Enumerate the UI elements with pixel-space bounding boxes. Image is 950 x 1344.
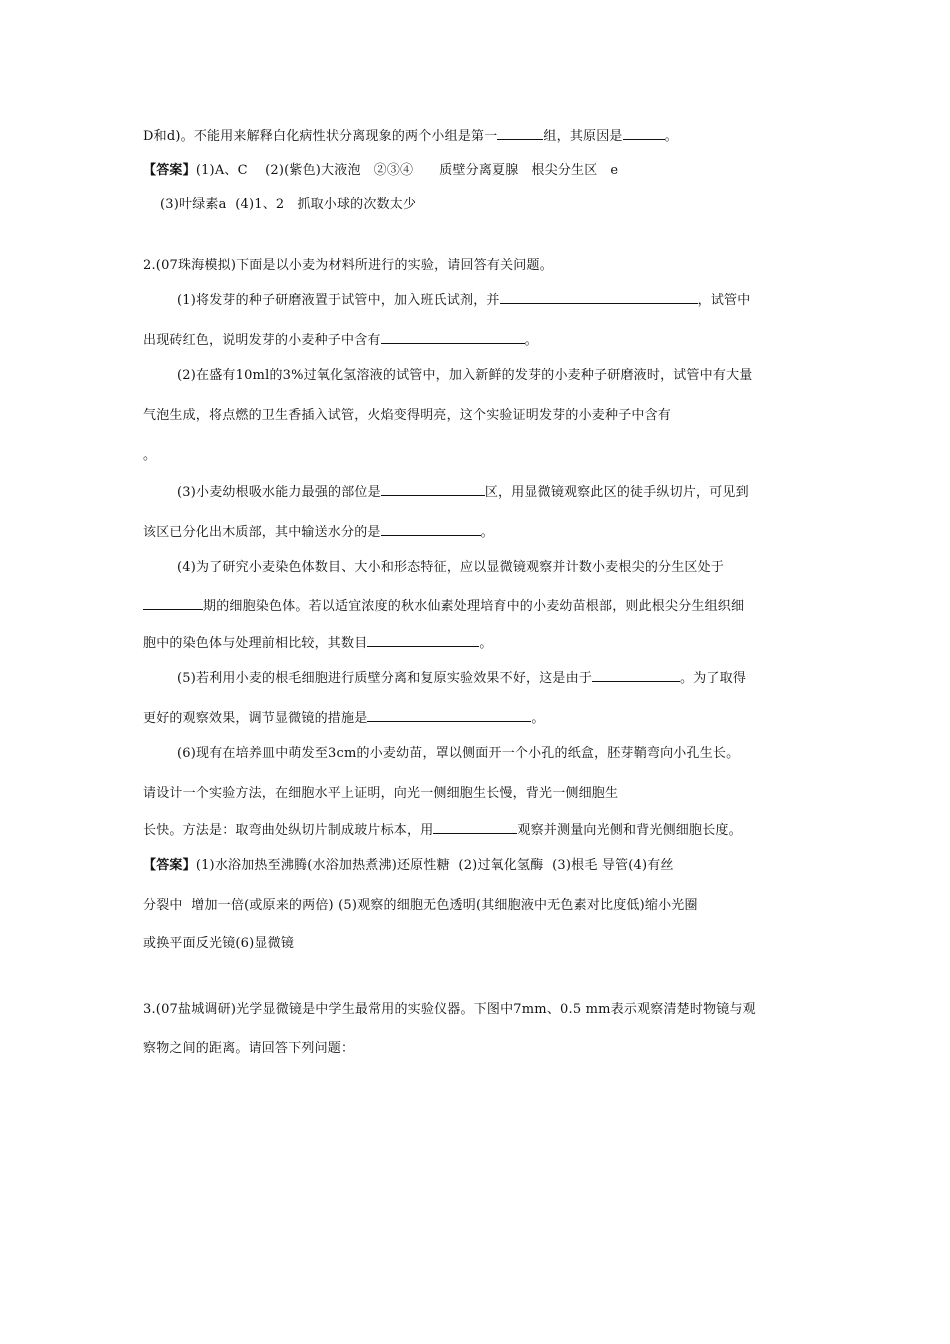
answer-blank: [381, 483, 485, 496]
q2-p6-line-3: [143, 821, 742, 840]
q2-p1-line-2: [143, 331, 538, 350]
q2-p3-text-b: 区，用显微镜观察此区的徒手纵切片，可见到: [484, 485, 749, 500]
q2-p4-text-a: (4)为了研究小麦染色体数目、大小和形态特征，应以显微镜观察并计数小麦根尖的分生区处于: [177, 560, 725, 575]
q2-p1-line-1: [177, 291, 750, 310]
q2-p1-text-a: (1)将发芽的种子研磨液置于试管中，加入班氏试剂，并: [177, 293, 500, 308]
q2-p5-text-b: 。为了取得: [680, 671, 747, 686]
q1-text-c: 。: [664, 129, 678, 144]
answer-blank: [497, 127, 543, 140]
q3-text-1: 3.(07盐城调研)光学显微镜是中学生最常用的实验仪器。下图中7mm、0.5 mm表示观察清楚时物镜与观: [143, 1002, 756, 1017]
q1-answer-text-2: (3)叶绿素a (4)1、2 抓取小球的次数太少: [160, 197, 417, 212]
q2-p3-text-a: (3)小麦幼根吸水能力最强的部位是: [177, 485, 381, 500]
q2-p2-line-2: [143, 407, 671, 425]
answer-blank: [433, 821, 517, 834]
q2-p6-text-a: (6)现有在培养皿中萌发至3cm的小麦幼苗，罩以侧面开一个小孔的纸盒，胚芽鞘弯向小孔生长。: [177, 746, 740, 761]
answer-blank: [381, 523, 481, 536]
q3-line-1: [143, 1001, 756, 1019]
q2-p6-text-c: 长快。方法是：取弯曲处纵切片制成玻片标本，用: [143, 823, 434, 838]
q2-p5-text-a: (5)若利用小麦的根毛细胞进行质壁分离和复原实验效果不好，这是由于: [177, 671, 593, 686]
q2-p3-text-c: 该区已分化出木质部，其中输送水分的是: [143, 525, 381, 540]
q2-p3-text-d: 。: [480, 525, 494, 540]
q2-p6-text-d: 观察并测量向光侧和背光侧细胞长度。: [517, 823, 742, 838]
answer-blank: [381, 331, 525, 344]
q2-p6-line-2: [143, 785, 618, 803]
q2-title-text: 2.(07珠海模拟)下面是以小麦为材料所进行的实验，请回答有关问题。: [143, 258, 553, 273]
q2-p3-line-2: [143, 523, 494, 542]
q2-p1-text-d: 。: [524, 333, 538, 348]
q1-text-b: 组，其原因是: [543, 129, 623, 144]
q2-p3-line-1: [177, 483, 749, 502]
answer-blank: [367, 709, 531, 722]
answer-blank: [623, 127, 665, 140]
q1-text-line: [143, 127, 678, 146]
answer-blank: [592, 669, 680, 682]
q2-answer-line-1: [143, 857, 674, 875]
q2-title: [143, 257, 553, 275]
answer-blank: [367, 634, 479, 647]
q2-answer-text-2: 分裂中 增加一倍(或原来的两倍) (5)观察的细胞无色透明(其细胞液中无色素对比度低)缩小光圈: [143, 898, 698, 913]
q2-p4-text-d: 。: [479, 636, 493, 651]
q2-answer-line-2: [143, 897, 698, 915]
q1-text-a: D和d)。不能用来解释白化病性状分离现象的两个小组是第一: [143, 129, 498, 144]
q3-text-2: 察物之间的距离。请回答下列问题：: [143, 1041, 355, 1056]
q2-answer-text-1: (1)水浴加热至沸腾(水浴加热煮沸)还原性糖 (2)过氧化氢酶 (3)根毛 导管(4)有丝: [195, 858, 674, 873]
q2-p4-text-c: 胞中的染色体与处理前相比较，其数目: [143, 636, 368, 651]
q2-p2-text-c: 。: [143, 448, 157, 463]
q2-p5-text-c: 更好的观察效果，调节显微镜的措施是: [143, 711, 368, 726]
q2-p2-text-a: (2)在盛有10ml的3%过氧化氢溶液的试管中，加入新鲜的发芽的小麦种子研磨液时，试管中有大量: [177, 368, 753, 383]
answer-tag: 【答案】: [143, 858, 196, 873]
q1-answer-line-2: [160, 196, 416, 214]
q2-answer-text-3: 或换平面反光镜(6)显微镜: [143, 936, 295, 951]
answer-tag: 【答案】: [143, 163, 196, 178]
q2-p2-line-3: [143, 447, 156, 465]
q2-p6-text-b: 请设计一个实验方法，在细胞水平上证明，向光一侧细胞生长慢，背光一侧细胞生: [143, 786, 619, 801]
q2-p1-text-c: 出现砖红色，说明发芽的小麦种子中含有: [143, 333, 381, 348]
q2-p5-text-d: 。: [531, 711, 545, 726]
answer-blank: [500, 291, 698, 304]
q2-p6-line-1: [177, 745, 739, 763]
q2-p2-line-1: [177, 367, 752, 385]
q1-answer-text-1: (1)A、C (2)(紫色)大液泡 ②③④ 质壁分离夏腺 根尖分生区 e: [195, 163, 619, 178]
q2-p1-text-b: ，试管中: [697, 293, 751, 308]
q2-p4-line-1: [177, 559, 724, 577]
q2-p5-line-1: [177, 669, 746, 688]
q2-p4-line-3: [143, 634, 493, 653]
answer-blank: [143, 597, 203, 610]
q2-answer-line-3: [143, 935, 294, 953]
q1-answer-line-1: [143, 162, 618, 180]
q3-line-2: [143, 1040, 354, 1058]
q2-p4-line-2: [143, 597, 744, 616]
q2-p5-line-2: [143, 709, 545, 728]
q2-p4-text-b: 期的细胞染色体。若以适宜浓度的秋水仙素处理培育中的小麦幼苗根部，则此根尖分生组织细: [203, 599, 745, 614]
q2-p2-text-b: 气泡生成，将点燃的卫生香插入试管，火焰变得明亮，这个实验证明发芽的小麦种子中含有: [143, 408, 672, 423]
